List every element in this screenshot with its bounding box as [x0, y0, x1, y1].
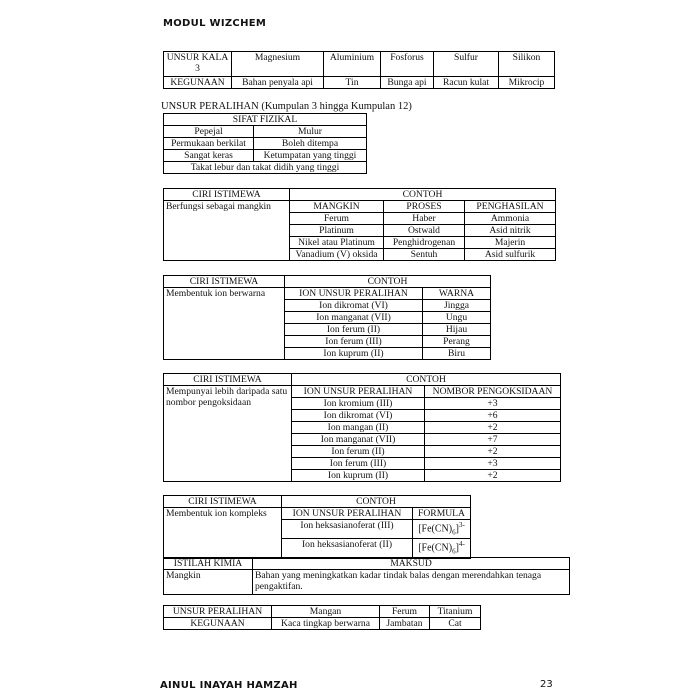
oxidation-table [163, 373, 561, 482]
uses-label: KEGUNAAN [164, 618, 272, 630]
ion-cell: Ion heksasianoferat (III) [282, 520, 413, 539]
element-cell: Titanium [430, 606, 481, 618]
element-cell: Ferum [380, 606, 430, 618]
ion-cell: Ion ferum (II) [292, 446, 425, 458]
column-header: PROSES [384, 201, 465, 213]
period3-use: Bahan penyala api [232, 77, 324, 89]
term-header: ISTILAH KIMIA [164, 558, 253, 570]
colour-cell: Biru [423, 348, 491, 360]
column-header: FORMULA [413, 508, 471, 520]
physical-cell: Takat lebur dan takat didih yang tinggi [164, 162, 367, 174]
feature-header: CIRI ISTIMEWA [164, 496, 282, 508]
table-row [164, 618, 481, 630]
page-number: 23 [540, 679, 553, 690]
catalyst-table [163, 188, 556, 261]
ion-cell: Ion kuprum (II) [292, 470, 425, 482]
period3-use: Tin [324, 77, 381, 89]
feature-cell: Membentuk ion berwarna [164, 288, 285, 360]
period3-element: Sulfur [434, 52, 499, 77]
example-header: CONTOH [292, 374, 561, 386]
uses-label: UNSUR PERALIHAN [164, 606, 272, 618]
formula-cell: $[Fe(CN)_6]^{4-}$ [413, 539, 471, 558]
process-cell: Haber [384, 213, 465, 225]
oxidation-number-cell: +7 [425, 434, 561, 446]
formula-cell: $[Fe(CN)_6]^{3-}$ [413, 520, 471, 539]
process-cell: Penghidrogenan [384, 237, 465, 249]
physical-cell: Mulur [254, 126, 367, 138]
period3-header-row [164, 52, 555, 77]
physical-table [163, 113, 367, 174]
author-name: AINUL INAYAH HAMZAH [160, 680, 298, 691]
colour-cell: Perang [423, 336, 491, 348]
catalyst-cell: Nikel atau Platinum [290, 237, 384, 249]
catalyst-cell: Ferum [290, 213, 384, 225]
oxidation-number-cell: +6 [425, 410, 561, 422]
process-cell: Sentuh [384, 249, 465, 261]
process-cell: Ostwald [384, 225, 465, 237]
feature-cell: Mempunyai lebih daripada satu nombor pengoksidaan [164, 386, 292, 482]
physical-cell: Pepejal [164, 126, 254, 138]
catalyst-cell: Platinum [290, 225, 384, 237]
ion-cell: Ion heksasianoferat (II) [282, 539, 413, 558]
physical-title: SIFAT FIZIKAL [164, 114, 367, 126]
column-header: NOMBOR PENGOKSIDAAN [425, 386, 561, 398]
example-header: CONTOH [285, 276, 491, 288]
transition-uses-table [163, 605, 481, 630]
ion-cell: Ion dikromat (VI) [285, 300, 423, 312]
feature-header: CIRI ISTIMEWA [164, 189, 290, 201]
period3-element: Fosforus [381, 52, 434, 77]
physical-cell: Boleh ditempa [254, 138, 367, 150]
oxidation-number-cell: +2 [425, 470, 561, 482]
product-cell: Majerin [465, 237, 556, 249]
ion-cell: Ion kuprum (II) [285, 348, 423, 360]
period3-table [163, 51, 555, 89]
period3-use-row [164, 77, 555, 89]
ion-cell: Ion ferum (III) [285, 336, 423, 348]
catalyst-cell: Vanadium (V) oksida [290, 249, 384, 261]
ion-cell: Ion manganat (VII) [285, 312, 423, 324]
physical-cell: Sangat keras [164, 150, 254, 162]
feature-cell: Berfungsi sebagai mangkin [164, 201, 290, 261]
meaning-cell: Bahan yang meningkatkan kadar tindak balas dengan merendahkan tenaga pengaktifan. [253, 570, 570, 595]
product-cell: Asid sulfurik [465, 249, 556, 261]
period3-use: Racun kulat [434, 77, 499, 89]
column-header: PENGHASILAN [465, 201, 556, 213]
oxidation-number-cell: +2 [425, 446, 561, 458]
period3-element: Silikon [499, 52, 555, 77]
element-cell: Mangan [272, 606, 380, 618]
period3-use: Mikrocip [499, 77, 555, 89]
ion-cell: Ion dikromat (VI) [292, 410, 425, 422]
complex-ion-table [163, 495, 471, 559]
module-title: MODUL WIZCHEM [163, 18, 267, 29]
period3-element: Magnesium [232, 52, 324, 77]
example-header: CONTOH [282, 496, 471, 508]
colour-cell: Ungu [423, 312, 491, 324]
physical-cell: Ketumpatan yang tinggi [254, 150, 367, 162]
column-header: WARNA [423, 288, 491, 300]
table-row [164, 606, 481, 618]
ion-cell: Ion kromium (III) [292, 398, 425, 410]
use-cell: Jambatan [380, 618, 430, 630]
term-cell: Mangkin [164, 570, 253, 595]
ion-cell: Ion ferum (II) [285, 324, 423, 336]
feature-header: CIRI ISTIMEWA [164, 276, 285, 288]
period3-element: Aluminium [324, 52, 381, 77]
product-cell: Ammonia [465, 213, 556, 225]
feature-header: CIRI ISTIMEWA [164, 374, 292, 386]
coloured-ion-table [163, 275, 491, 360]
ion-cell: Ion mangan (II) [292, 422, 425, 434]
table-row [164, 126, 367, 138]
column-header: ION UNSUR PERALIHAN [292, 386, 425, 398]
column-header: ION UNSUR PERALIHAN [282, 508, 413, 520]
column-header: MANGKIN [290, 201, 384, 213]
section-heading: UNSUR PERALIHAN (Kumpulan 3 hingga Kumpulan 12) [161, 101, 412, 112]
product-cell: Asid nitrik [465, 225, 556, 237]
table-row [164, 570, 570, 595]
period3-use-label: KEGUNAAN [164, 77, 232, 89]
period3-label: UNSUR KALA 3 [164, 52, 232, 77]
example-header: CONTOH [290, 189, 556, 201]
ion-cell: Ion ferum (III) [292, 458, 425, 470]
use-cell: Cat [430, 618, 481, 630]
colour-cell: Hijau [423, 324, 491, 336]
period3-use: Bunga api [381, 77, 434, 89]
oxidation-number-cell: +2 [425, 422, 561, 434]
meaning-header: MAKSUD [253, 558, 570, 570]
physical-cell: Permukaan berkilat [164, 138, 254, 150]
ion-cell: Ion manganat (VII) [292, 434, 425, 446]
term-table [163, 557, 570, 595]
colour-cell: Jingga [423, 300, 491, 312]
feature-cell: Membentuk ion kompleks [164, 508, 282, 559]
column-header: ION UNSUR PERALIHAN [285, 288, 423, 300]
table-row [164, 138, 367, 150]
oxidation-number-cell: +3 [425, 458, 561, 470]
oxidation-number-cell: +3 [425, 398, 561, 410]
table-row [164, 150, 367, 162]
use-cell: Kaca tingkap berwarna [272, 618, 380, 630]
